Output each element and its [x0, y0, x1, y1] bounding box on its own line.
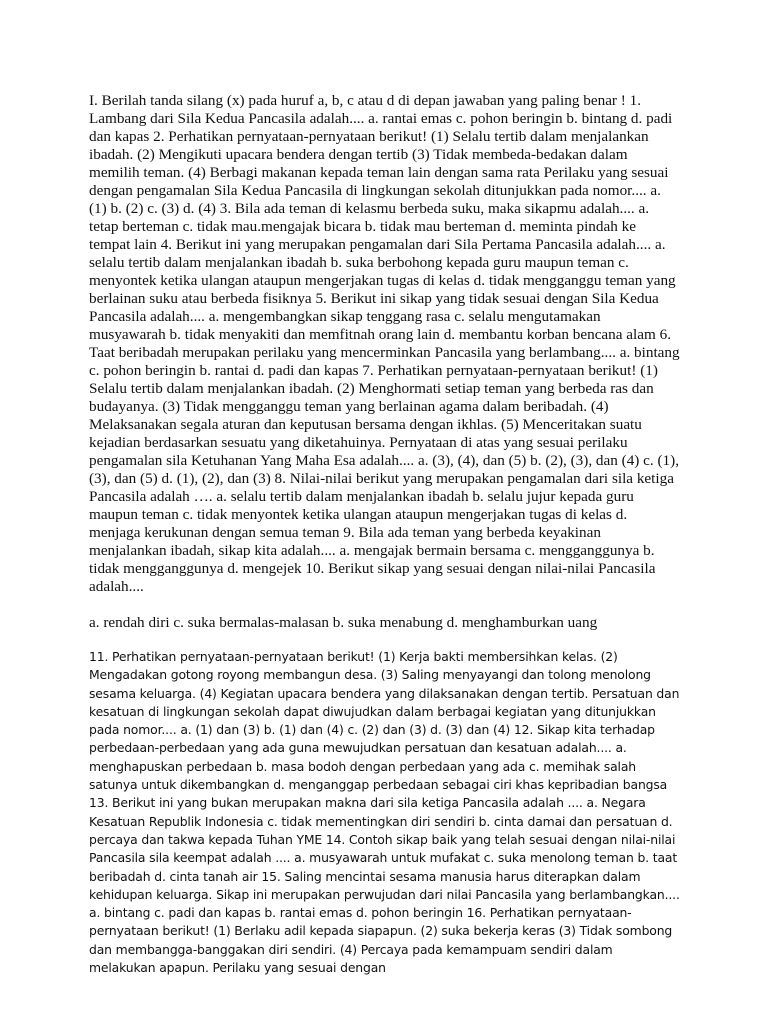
document-page	[89, 92, 681, 977]
question-paragraph-11-16: 11. Perhatikan pernyataan-pernyataan berikut! (1) Kerja bakti membersihkan kelas. (2) Mengadakan gotong royong membangun desa. (3) Saling menyayangi dan tolong menolong sesama keluarga. (4) Kegiatan upacara bendera yang dilaksanakan dengan tertib. Persatuan dan kesatuan di lingkungan sekolah dapat diwujudkan dalam berbagai kegiatan yang ditunjukkan pada nomor.... a. (1) dan (3) b. (1) dan (4) c. (2) dan (3) d. (3) dan (4) 12. Sikap kita terhadap perbedaan-perbedaan yang ada guna mewujudkan persatuan dan kesatuan adalah.... a. menghapuskan perbedaan b. masa bodoh dengan perbedaan yang ada c. memihak salah satunya untuk dikembangkan d. menganggap perbedaan sebagai ciri khas kepribadian bangsa 13. Berikut ini yang bukan merupakan makna dari sila ketiga Pancasila adalah .... a. Negara Kesatuan Republik Indonesia c. tidak mementingkan diri sendiri b. cinta damai dan persatuan d. percaya dan takwa kepada Tuhan YME 14. Contoh sikap baik yang telah sesuai dengan nilai-nilai Pancasila sila keempat adalah .... a. musyawarah untuk mufakat c. suka menolong teman b. taat beribadah d. cinta tanah air 15. Saling mencintai sesama manusia harus diterapkan dalam kehidupan keluarga. Sikap ini merupakan perwujudan dari nilai Pancasila yang berlambangkan.... a. bintang c. padi dan kapas b. rantai emas d. pohon beringin 16. Perhatikan pernyataan-pernyataan berikut! (1) Berlaku adil kepada siapapun. (2) suka bekerja keras (3) Tidak sombong dan membangga-banggakan diri sendiri. (4) Percaya pada kemampuam sendiri dalam melakukan apapun. Perilaku yang sesuai dengan	[89, 649, 680, 976]
question-paragraph-1-10: I. Berilah tanda silang (x) pada huruf a, b, c atau d di depan jawaban yang paling benar ! 1. Lambang dari Sila Kedua Pancasila adalah.... a. rantai emas c. pohon beringin b. bintang d. padi dan kapas 2. Perhatikan pernyataan-pernyataan berikut! (1) Selalu tertib dalam menjalankan ibadah. (2) Mengikuti upacara bendera dengan tertib (3) Tidak membeda-bedakan dalam memilih teman. (4) Berbagi makanan kepada teman lain dengan sama rata Perilaku yang sesuai dengan pengamalan Sila Kedua Pancasila di lingkungan sekolah ditunjukkan pada nomor.... a. (1) b. (2) c. (3) d. (4) 3. Bila ada teman di kelasmu berbeda suku, maka sikapmu adalah.... a. tetap berteman c. tidak mau.mengajak bicara b. tidak mau berteman d. meminta pindah ke tempat lain 4. Berikut ini yang merupakan pengamalan dari Sila Pertama Pancasila adalah.... a. selalu tertib dalam menjalankan ibadah b. suka berbohong kepada guru maupun teman c. menyontek ketika ulangan ataupun mengerjakan tugas di kelas d. tidak mengganggu teman yang berlainan suku atau berbeda fisiknya 5. Berikut ini sikap yang tidak sesuai dengan Sila Kedua Pancasila adalah.... a. mengembangkan sikap tenggang rasa c. selalu mengutamakan musyawarah b. tidak menyakiti dan memfitnah orang lain d. membantu korban bencana alam 6. Taat beribadah merupakan perilaku yang mencerminkan Pancasila yang berlambang.... a. bintang c. pohon beringin b. rantai d. padi dan kapas 7. Perhatikan pernyataan-pernyataan berikut! (1) Selalu tertib dalam menjalankan ibadah. (2) Menghormati setiap teman yang berbeda ras dan budayanya. (3) Tidak mengganggu teman yang berlainan agama dalam beribadah. (4) Melaksanakan segala aturan dan keputusan bersama dengan ikhlas. (5) Menceritakan suatu kejadian berdasarkan sesuatu yang diketahuinya. Pernyataan di atas yang sesuai perilaku pengamalan sila Ketuhanan Yang Maha Esa adalah.... a. (3), (4), dan (5) b. (2), (3), dan (4) c. (1), (3), dan (5) d. (1), (2), dan (3) 8. Nilai-nilai berikut yang merupakan pengamalan dari sila ketiga Pancasila adalah …. a. selalu tertib dalam menjalankan ibadah b. selalu jujur kepada guru maupun teman c. tidak menyontek ketika ulangan ataupun mengerjakan tugas di kelas d. menjaga kerukunan dengan semua teman 9. Bila ada teman yang berbeda keyakinan menjalankan ibadah, sikap kita adalah.... a. mengajak bermain bersama c. mengganggunya b. tidak mengganggunya d. mengejek 10. Berikut sikap yang sesuai dengan nilai-nilai Pancasila adalah....	[89, 92, 680, 595]
answer-options-10: a. rendah diri c. suka bermalas-malasan b. suka menabung d. menghamburkan uang	[89, 614, 598, 631]
